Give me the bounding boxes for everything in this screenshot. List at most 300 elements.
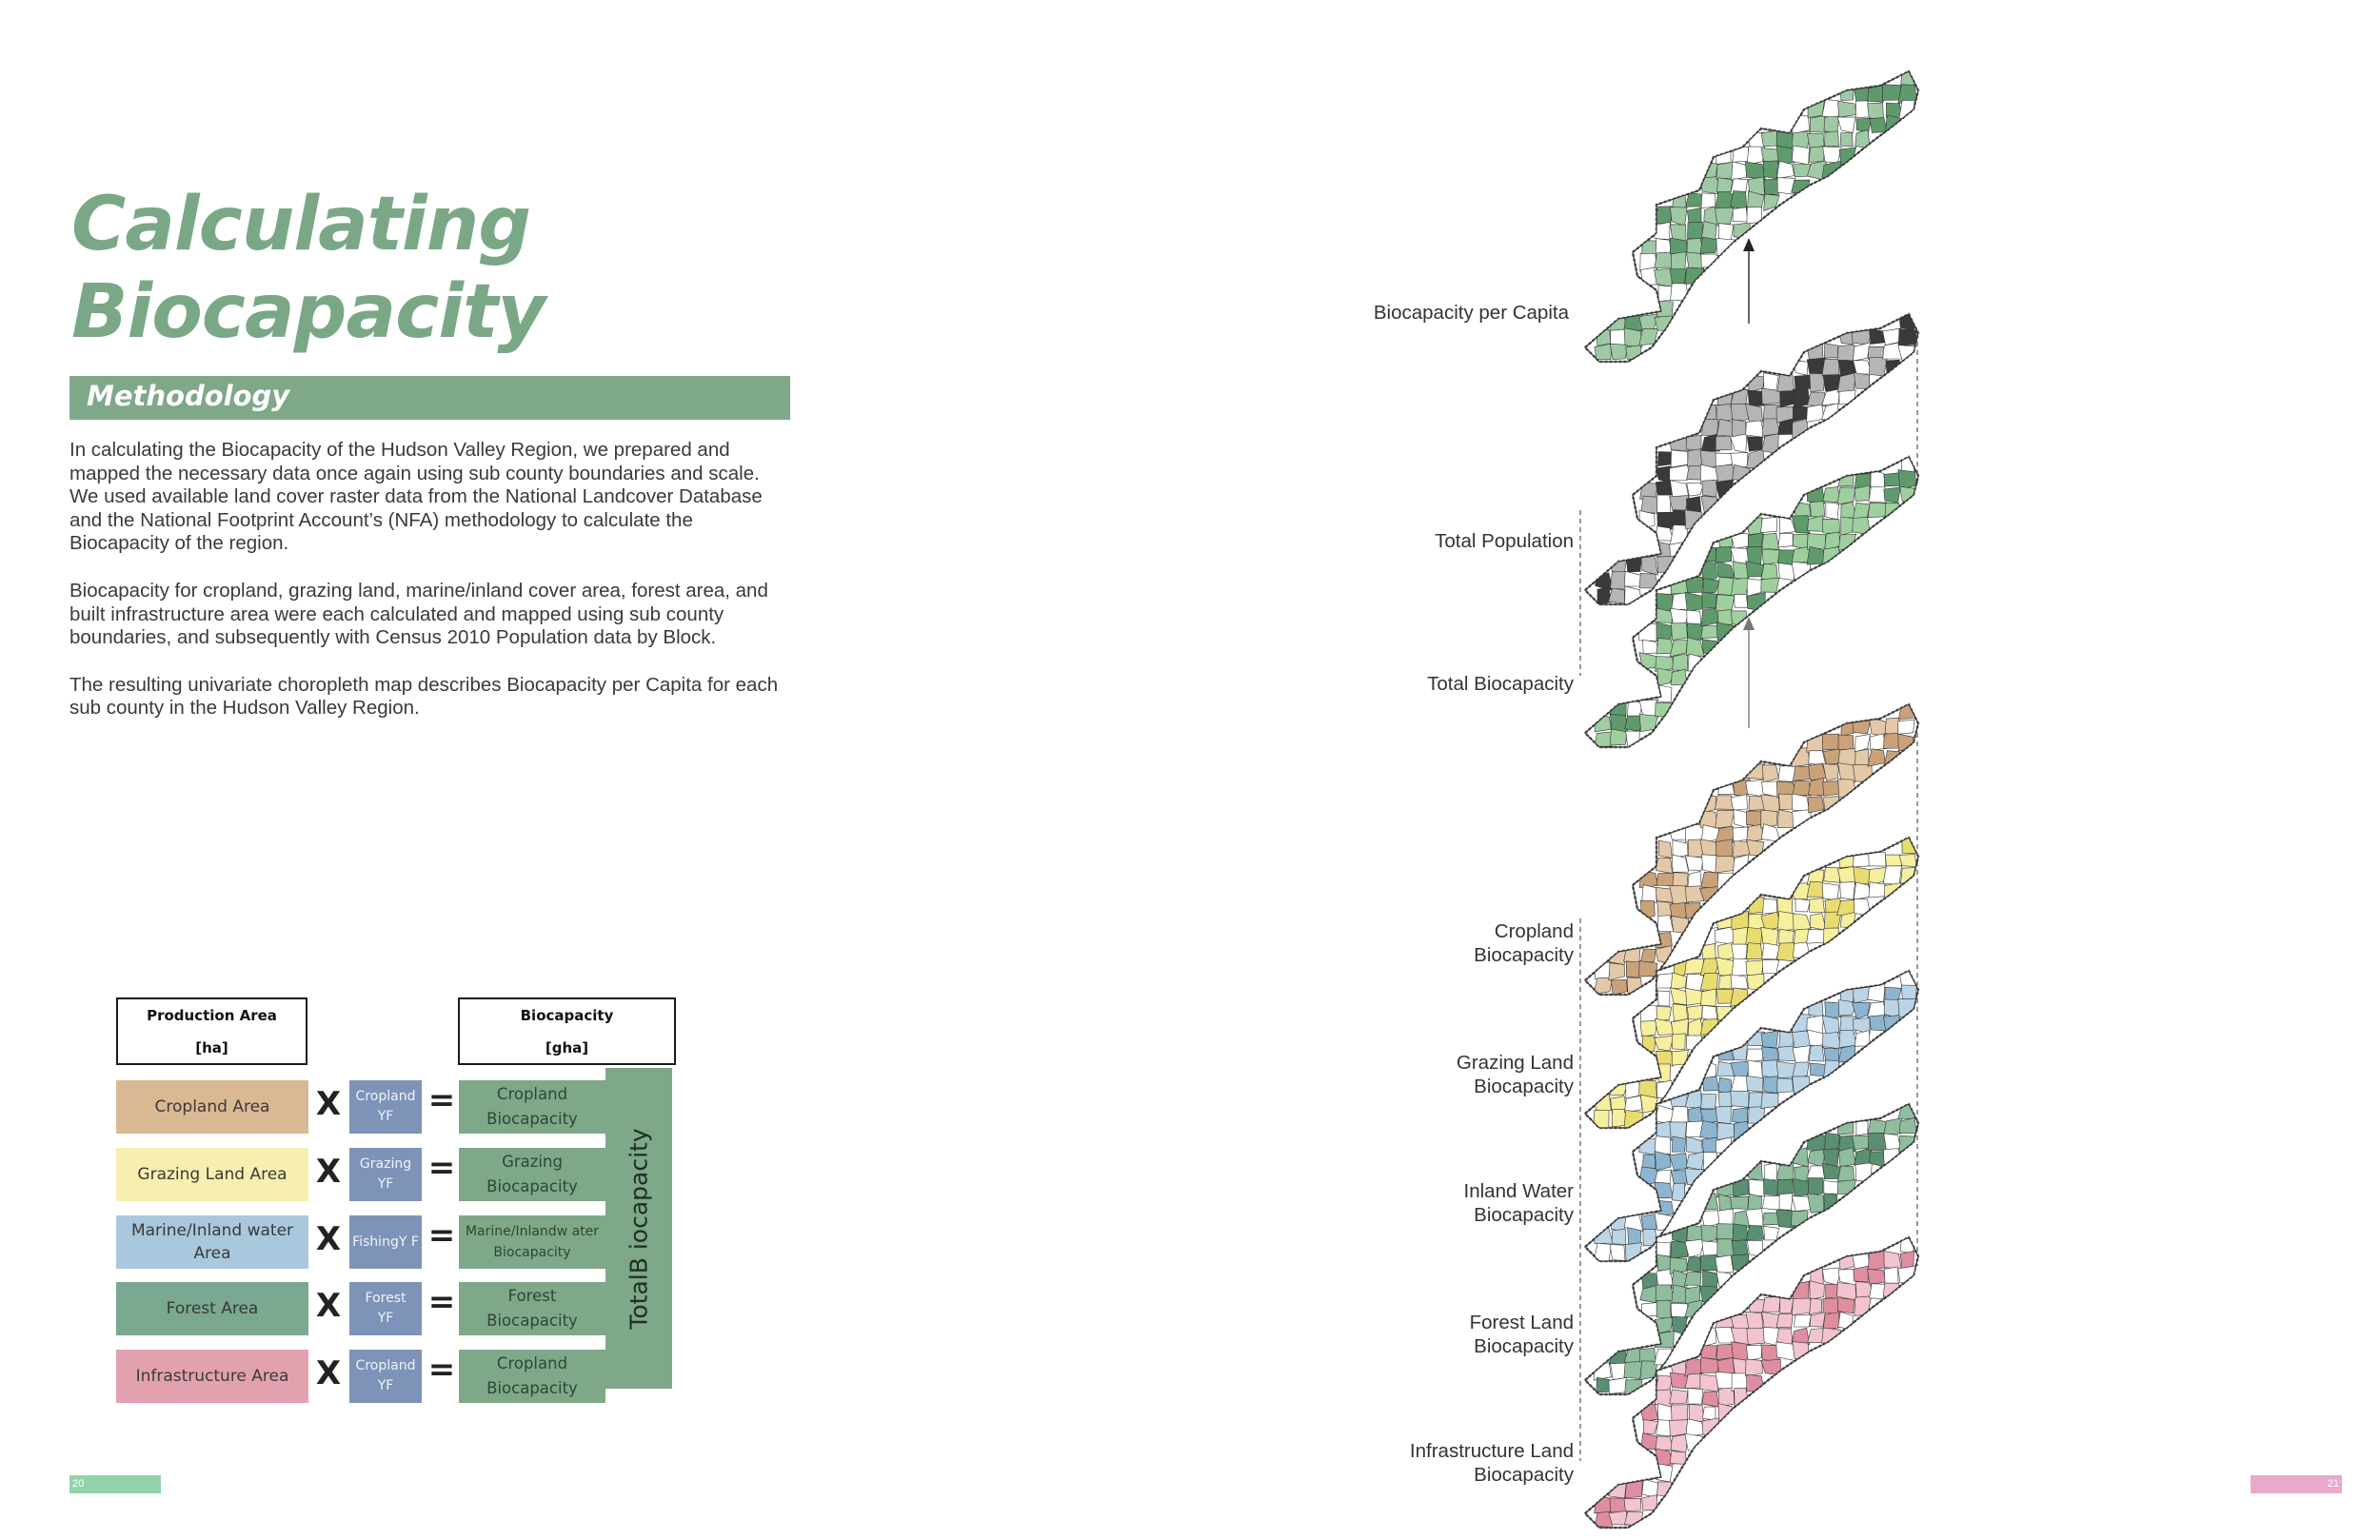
map-cell: [1869, 486, 1886, 503]
map-cell: [1716, 839, 1733, 859]
map-cell: [1853, 764, 1872, 781]
times-sign: X: [315, 1287, 342, 1325]
map-cell: [1673, 1004, 1688, 1021]
map-cell: [1702, 1418, 1719, 1436]
map-cell: [1777, 1078, 1794, 1093]
map-cell: [1655, 252, 1674, 268]
map-cell: [1825, 1002, 1841, 1018]
map-cell: [1685, 1273, 1701, 1286]
map-cell: [1795, 502, 1811, 517]
map-cell: [1702, 1407, 1716, 1420]
map-cell: [1855, 749, 1869, 766]
map-cell: [1733, 827, 1748, 842]
map-cell: [1673, 654, 1688, 671]
map-cell: [1656, 1007, 1672, 1021]
map-cell: [1716, 436, 1732, 450]
map-cell: [1822, 1328, 1841, 1343]
bio-label: Biocapacity: [486, 1312, 578, 1330]
map-cell: [1761, 1093, 1778, 1109]
map-cell: [1871, 470, 1885, 489]
map-cell: [1853, 1135, 1870, 1150]
label-line: Biocapacity: [1474, 1076, 1574, 1097]
map-cell: [1656, 1285, 1674, 1302]
map-cell: [1701, 1194, 1718, 1210]
map-cell: [1746, 960, 1764, 976]
map-cell: [1822, 734, 1839, 750]
header-title: Production Area: [147, 1007, 277, 1024]
map-cell: [1777, 1179, 1794, 1195]
map-cell: [1701, 193, 1716, 208]
title-line-1: Calculating: [71, 182, 531, 267]
map-cell: [1716, 595, 1735, 611]
map-cell: [1672, 252, 1687, 271]
map-cell: [1765, 1163, 1777, 1181]
map-cell: [1701, 1094, 1716, 1109]
map-cell: [1731, 578, 1749, 596]
times-sign: X: [315, 1085, 342, 1123]
label-line: Biocapacity: [1474, 1464, 1574, 1486]
map-cell: [1643, 640, 1659, 654]
map-cell: [1716, 1106, 1731, 1123]
map-cell: [1808, 779, 1825, 797]
map-cell: [1870, 358, 1888, 377]
map-cell: [1746, 943, 1762, 959]
bio-label: Biocapacity: [486, 1177, 578, 1195]
map-cell: [1748, 1107, 1765, 1124]
map-cell: [1733, 1224, 1749, 1242]
equals-sign: =: [427, 1283, 456, 1321]
map-cell: [1747, 974, 1764, 991]
map-cell: [1641, 1214, 1656, 1231]
header-title: Biocapacity: [520, 1007, 614, 1024]
map-cell: [1839, 390, 1855, 405]
area-label: Marine/Inland water: [130, 1221, 294, 1240]
label-total-population: Total Population: [1435, 530, 1574, 552]
map-cell: [1807, 405, 1824, 422]
map-cell: [1792, 1298, 1811, 1315]
map-cell: [1716, 207, 1735, 224]
map-cell: [1701, 222, 1716, 240]
map-cell: [1686, 1257, 1701, 1273]
map-cell: [1702, 1392, 1719, 1407]
map-cell: [1612, 1229, 1626, 1244]
map-cell: [1639, 961, 1657, 977]
map-cell: [1823, 780, 1840, 796]
map-cell: [1764, 179, 1778, 195]
map-cell: [1855, 1282, 1872, 1298]
map-cell: [1655, 268, 1673, 286]
map-cell: [1702, 592, 1717, 608]
map-cell: [1764, 1226, 1779, 1240]
label-line: Grazing Land: [1456, 1052, 1574, 1074]
area-label: Cropland Area: [154, 1097, 270, 1116]
map-cell: [1749, 1179, 1765, 1195]
map-cell: [1761, 130, 1776, 147]
map-cell: [1779, 1194, 1793, 1211]
map-cell: [1746, 1076, 1763, 1092]
map-cell: [1610, 344, 1627, 359]
map-cell: [1597, 1377, 1610, 1392]
map-cell: [1840, 881, 1855, 899]
map-cell: [1701, 872, 1718, 888]
map-cell: [1838, 101, 1857, 117]
map-cell: [1688, 1389, 1703, 1405]
map-layer-biocapacity-per-capita: [1585, 69, 1918, 362]
map-cell: [1642, 885, 1656, 903]
map-cell: [1778, 929, 1794, 944]
map-cell: [1655, 1136, 1671, 1155]
map-cell: [1700, 1121, 1719, 1141]
map-cell: [1685, 1169, 1704, 1186]
map-cell: [1717, 1123, 1735, 1140]
map-cell: [1688, 222, 1704, 241]
map-cell: [1838, 735, 1854, 750]
map-cell: [1624, 1096, 1642, 1113]
label-line: Biocapacity: [1474, 944, 1574, 966]
map-cell: [1869, 882, 1886, 898]
map-cell: [1823, 1313, 1839, 1331]
map-cell: [1746, 1225, 1764, 1239]
label-per-capita: Biocapacity per Capita: [1373, 302, 1569, 324]
map-cell: [1795, 898, 1811, 912]
bio-label: Biocapacity: [493, 1245, 571, 1260]
yf-label: Cropland: [355, 1089, 416, 1104]
map-cell: [1658, 1404, 1673, 1423]
map-cell: [1776, 1313, 1793, 1328]
area-label: Area: [193, 1244, 231, 1263]
map-cell: [1868, 103, 1884, 120]
paragraph-3: The resulting univariate choropleth map describes Biocapacity per Capita for each sub county in the Hudson Valley Region.: [69, 673, 779, 720]
area-label: Forest Area: [166, 1299, 259, 1318]
bio-label: Grazing: [502, 1153, 563, 1171]
map-cell: [1856, 118, 1872, 132]
map-cell: [1703, 1076, 1719, 1091]
map-cell: [1810, 898, 1825, 912]
yf-label: Cropland: [355, 1358, 416, 1373]
map-cell: [1869, 852, 1886, 866]
map-cell: [1810, 502, 1824, 518]
map-cell: [1839, 1148, 1856, 1168]
map-cell: [1700, 1357, 1718, 1372]
yf-label: YF: [377, 1378, 394, 1393]
map-cell: [1837, 1180, 1855, 1194]
map-cell: [1777, 912, 1795, 932]
map-cell: [1609, 1377, 1627, 1393]
map-cell: [1716, 547, 1732, 563]
map-cell: [1656, 702, 1673, 717]
map-cell: [1899, 703, 1917, 720]
map-cell: [1778, 533, 1793, 547]
map-cell: [1898, 1103, 1916, 1118]
header-unit: [gha]: [545, 1039, 589, 1056]
map-cell: [1763, 1195, 1781, 1210]
map-cell: [1716, 622, 1734, 641]
label-total-biocapacity: Total Biocapacity: [1427, 673, 1574, 695]
map-cell: [1763, 161, 1778, 179]
map-cell: [1717, 178, 1733, 193]
equals-sign: =: [427, 1216, 456, 1254]
bio-label: Biocapacity: [486, 1379, 578, 1397]
yf-label: Forest: [365, 1291, 407, 1306]
map-cell: [1735, 594, 1748, 607]
yf-label: YF: [377, 1176, 394, 1192]
map-cell: [1826, 503, 1839, 520]
map-cell: [1733, 207, 1748, 222]
map-cell: [1718, 224, 1734, 242]
map-cell: [1716, 989, 1734, 1003]
map-cell: [1640, 1020, 1657, 1037]
map-cell: [1628, 977, 1643, 996]
title-line-2: Biocapacity: [71, 269, 545, 355]
map-cell: [1793, 766, 1811, 781]
map-cell: [1672, 1136, 1685, 1152]
map-cell: [1716, 238, 1735, 255]
map-cell: [1747, 1374, 1765, 1392]
map-cell: [1807, 930, 1826, 944]
total-biocapacity-label: TotalB iocapacity: [625, 1127, 653, 1330]
map-cell: [1854, 1296, 1872, 1316]
map-cell: [1624, 1361, 1643, 1378]
map-cell: [1672, 1034, 1685, 1050]
map-cell: [1810, 373, 1825, 391]
map-cell: [1610, 1244, 1625, 1260]
map-cell: [1658, 840, 1672, 859]
map-cell: [1700, 237, 1718, 253]
map-cell: [1717, 610, 1733, 625]
map-cell: [1718, 1092, 1733, 1108]
map-cell: [1686, 856, 1703, 870]
label-line: Inland Water: [1463, 1180, 1574, 1202]
yf-label: YF: [377, 1109, 394, 1124]
yf-label: Grazing: [359, 1156, 412, 1172]
map-cell: [1809, 1045, 1824, 1061]
map-cell: [1807, 485, 1825, 503]
yf-label: FishingY F: [352, 1234, 419, 1250]
bio-label: Cropland: [496, 1085, 568, 1103]
map-cell: [1854, 898, 1871, 916]
map-cell: [1702, 480, 1717, 497]
map-cell: [1639, 623, 1659, 642]
map-cell: [1853, 517, 1871, 534]
map-cell: [1656, 873, 1675, 886]
yf-label: YF: [377, 1311, 394, 1326]
map-cell: [1763, 1076, 1778, 1094]
map-cell: [1656, 593, 1673, 610]
map-cell: [1795, 1315, 1812, 1328]
label-line: Biocapacity: [1474, 1335, 1574, 1357]
map-cell: [1898, 720, 1914, 734]
map-cell: [1672, 1183, 1685, 1201]
map-cell: [1700, 1374, 1718, 1392]
paragraph-1: In calculating the Biocapacity of the Hudson Valley Region, we prepared and mapped the necessary data once again using sub county boundaries and scale. We used available land cover raster data from the National Landcover Database and the National Footprint Account’s (NFA) methodology to calculate the Biocapacity of the region.: [69, 439, 763, 555]
map-cell: [1700, 1019, 1719, 1036]
map-cell: [1655, 1390, 1673, 1407]
map-cell: [1656, 858, 1673, 873]
map-cell: [1837, 345, 1854, 360]
map-cell: [1716, 464, 1735, 483]
map-cell: [1731, 1196, 1749, 1209]
map-cell: [1626, 346, 1641, 360]
map-cell: [1792, 146, 1809, 165]
label-line: Cropland: [1494, 920, 1574, 942]
map-cell: [1808, 1178, 1823, 1196]
map-cell: [1837, 1166, 1854, 1181]
map-cell: [1643, 1155, 1656, 1168]
map-cell: [1824, 344, 1837, 358]
map-cell: [1795, 375, 1812, 390]
map-cell: [1837, 1298, 1854, 1313]
map-cell: [1763, 1178, 1778, 1194]
times-sign: X: [315, 1220, 342, 1258]
header-unit: [ha]: [195, 1039, 228, 1056]
map-cell: [1822, 883, 1839, 900]
map-cell: [1733, 1108, 1748, 1124]
map-cell: [1673, 873, 1688, 888]
map-cell: [1628, 1228, 1641, 1245]
map-cell: [1748, 390, 1764, 406]
map-cell: [1868, 503, 1887, 518]
map-cell: [1718, 1194, 1732, 1212]
map-cell: [1747, 824, 1763, 842]
map-cell: [1823, 375, 1840, 391]
map-cell: [1624, 1111, 1643, 1129]
map-cell: [1687, 1005, 1702, 1019]
map-cell: [1688, 871, 1702, 888]
map-cell: [1761, 1031, 1778, 1048]
map-cell: [1746, 162, 1766, 179]
map-cell: [1670, 1451, 1686, 1464]
equals-sign: =: [427, 1351, 456, 1389]
map-cell: [1610, 729, 1627, 745]
map-cell: [1763, 1296, 1781, 1312]
map-cell: [1825, 131, 1839, 147]
map-cell: [1807, 881, 1823, 897]
map-cell: [1671, 1224, 1688, 1243]
map-cell: [1822, 519, 1839, 533]
map-cell: [1716, 857, 1735, 874]
arrow-head: [1743, 238, 1755, 251]
map-cell: [1656, 933, 1673, 948]
map-cell: [1761, 518, 1777, 533]
map-cell: [1610, 946, 1627, 965]
map-cell: [1671, 450, 1688, 467]
map-cell: [1855, 1163, 1873, 1183]
map-cell: [1731, 1091, 1749, 1107]
map-cell: [1884, 487, 1901, 503]
map-cell: [1807, 546, 1824, 564]
area-label: Grazing Land Area: [137, 1165, 288, 1184]
map-cell: [1810, 1281, 1825, 1300]
label-line: Forest Land: [1469, 1312, 1574, 1333]
map-cell: [1747, 1328, 1766, 1344]
map-cell: [1776, 943, 1795, 961]
label-line: Infrastructure Land: [1409, 1440, 1574, 1462]
map-cell: [1763, 898, 1777, 914]
map-cell: [1747, 437, 1762, 452]
map-cell: [1824, 1194, 1837, 1211]
map-cell: [1670, 1390, 1688, 1404]
map-cell: [1658, 991, 1670, 1006]
map-cell: [1656, 1300, 1671, 1319]
map-cell: [1810, 115, 1825, 132]
map-cell: [1701, 989, 1716, 1006]
map-cell: [1717, 577, 1734, 595]
bio-label: Biocapacity: [486, 1110, 578, 1128]
map-cell: [1642, 1302, 1658, 1316]
page-number-left: 20: [72, 1478, 85, 1490]
map-cell: [1870, 1284, 1886, 1299]
bio-label: Cropland: [496, 1354, 568, 1372]
map-cell: [1642, 1036, 1656, 1053]
times-sign: X: [315, 1153, 342, 1191]
map-cell: [1640, 1095, 1657, 1113]
map-cell: [1657, 495, 1671, 514]
map-cell: [1641, 496, 1657, 513]
map-cell: [1764, 373, 1779, 390]
map-cell: [1733, 927, 1748, 946]
map-cell: [1626, 731, 1640, 748]
map-cell: [1810, 1298, 1822, 1314]
label-line: Biocapacity: [1474, 1204, 1574, 1226]
map-cell: [1900, 1252, 1914, 1269]
map-cell: [1822, 359, 1839, 376]
map-cell: [1716, 1255, 1734, 1273]
map-cell: [1731, 975, 1748, 989]
map-cell: [1762, 533, 1779, 549]
bio-label: Forest: [507, 1287, 557, 1305]
map-cell: [1686, 435, 1701, 451]
map-cell: [1883, 866, 1901, 885]
area-label: Infrastructure Area: [135, 1367, 289, 1386]
map-cell: [1701, 626, 1719, 639]
map-cell: [1594, 1110, 1610, 1129]
map-cell: [1761, 563, 1777, 579]
map-cell: [1792, 794, 1809, 811]
equals-sign: =: [427, 1149, 456, 1187]
map-cell: [1761, 927, 1778, 945]
equals-sign: =: [427, 1081, 456, 1119]
map-cell: [1854, 373, 1870, 389]
map-cell: [1624, 1498, 1641, 1510]
times-sign: X: [315, 1354, 342, 1392]
map-cell: [1884, 1267, 1898, 1285]
map-cell: [1672, 1405, 1688, 1422]
map-cell: [1762, 960, 1778, 974]
map-cell: [1732, 1240, 1748, 1256]
map-cell: [1746, 764, 1765, 780]
map-cell: [1746, 1359, 1763, 1376]
map-cell: [1855, 130, 1871, 149]
map-cell: [1793, 1046, 1810, 1064]
map-cell: [1716, 1344, 1734, 1359]
bio-label: Marine/Inlandw ater: [465, 1224, 600, 1239]
map-cell: [1639, 573, 1658, 588]
map-cell: [1868, 1133, 1886, 1150]
map-cell: [1809, 147, 1825, 163]
map-cell: [1716, 162, 1734, 179]
section-heading: Methodology: [87, 380, 290, 412]
map-cell: [1761, 578, 1779, 592]
map-cell: [1687, 207, 1701, 224]
map-cell: [1685, 1373, 1702, 1389]
map-cell: [1670, 238, 1687, 254]
map-cell: [1717, 873, 1735, 890]
page-number-right: 21: [2327, 1478, 2339, 1490]
map-cell: [1672, 623, 1688, 641]
map-cell: [1840, 133, 1853, 147]
paragraph-2: Biocapacity for cropland, grazing land, marine/inland cover area, forest area, and built infrastructure area were each calculated and mapped using sub county boundaries, and subsequently with Census 2010 Population data by Block.: [69, 579, 768, 649]
map-cell: [1884, 1252, 1901, 1269]
